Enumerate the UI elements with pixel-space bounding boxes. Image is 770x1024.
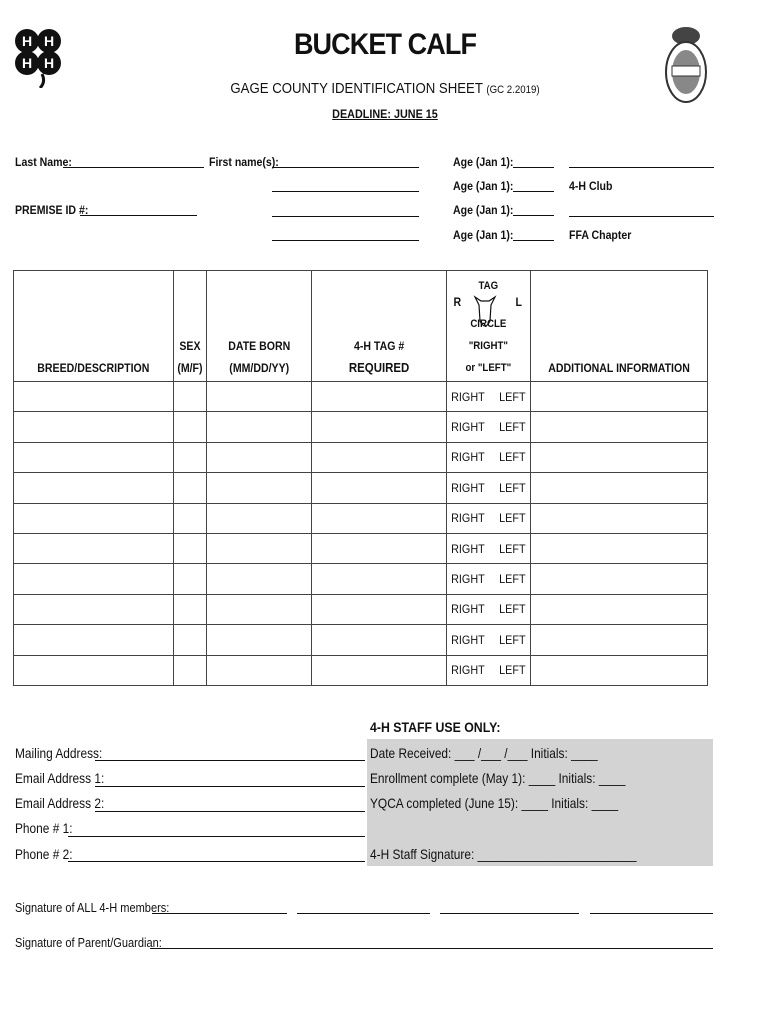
- breed-cell[interactable]: [14, 503, 174, 533]
- breed-cell[interactable]: [14, 412, 174, 442]
- ffa-field[interactable]: [569, 216, 714, 217]
- phone2-field[interactable]: [68, 861, 365, 862]
- age-field-2[interactable]: [513, 191, 554, 192]
- parent-signature-field[interactable]: [150, 948, 713, 949]
- date-born-cell[interactable]: [206, 594, 311, 624]
- sex-cell[interactable]: [173, 533, 206, 563]
- breed-cell[interactable]: [14, 533, 174, 563]
- tag-side-cell: [447, 412, 531, 442]
- tag-side-cell: [447, 533, 531, 563]
- sex-cell[interactable]: [173, 382, 206, 412]
- table-row: [14, 533, 708, 563]
- breed-cell[interactable]: [14, 655, 174, 685]
- left-option[interactable]: LEFT: [499, 632, 526, 647]
- phone1-label: Phone # 1:: [15, 820, 73, 836]
- tag-side-cell: [447, 473, 531, 503]
- left-option[interactable]: LEFT: [499, 511, 526, 526]
- tag-number-cell[interactable]: [311, 594, 446, 624]
- additional-info-cell[interactable]: [530, 625, 707, 655]
- breed-cell[interactable]: [14, 442, 174, 472]
- date-born-cell[interactable]: [206, 564, 311, 594]
- breed-cell[interactable]: [14, 382, 174, 412]
- breed-cell[interactable]: [14, 564, 174, 594]
- mailing-label: Mailing Address:: [15, 745, 103, 761]
- right-option[interactable]: RIGHT: [451, 420, 485, 435]
- tag-number-cell[interactable]: [311, 473, 446, 503]
- tag-l: L: [514, 295, 522, 309]
- header-additional-info: ADDITIONAL INFORMATION: [530, 271, 707, 382]
- staff-signature: 4-H Staff Signature: ________________________: [370, 846, 637, 862]
- table-row: [14, 564, 708, 594]
- first-name-field-2[interactable]: [272, 191, 419, 192]
- member-signature-3[interactable]: [440, 913, 579, 914]
- age-label-4: Age (Jan 1):: [453, 228, 514, 242]
- additional-info-cell[interactable]: [530, 564, 707, 594]
- age-label-3: Age (Jan 1):: [453, 203, 514, 217]
- breed-cell[interactable]: [14, 473, 174, 503]
- first-name-field-3[interactable]: [272, 216, 419, 217]
- table-row: [14, 655, 708, 685]
- date-born-cell[interactable]: [206, 625, 311, 655]
- date-born-cell[interactable]: [206, 533, 311, 563]
- premise-id-label: PREMISE ID #:: [15, 203, 89, 217]
- tag-side-cell: [447, 594, 531, 624]
- right-option[interactable]: RIGHT: [451, 632, 485, 647]
- left-option[interactable]: LEFT: [499, 663, 526, 678]
- tag-number-cell[interactable]: [311, 564, 446, 594]
- table-row: [14, 382, 708, 412]
- right-option[interactable]: RIGHT: [451, 572, 485, 587]
- tag-side-cell: [447, 503, 531, 533]
- additional-info-cell[interactable]: [530, 382, 707, 412]
- age-field-4[interactable]: [513, 240, 554, 241]
- first-name-field-1[interactable]: [272, 167, 419, 168]
- tag-number-cell[interactable]: [311, 625, 446, 655]
- email1-field[interactable]: [95, 786, 365, 787]
- additional-info-cell[interactable]: [530, 594, 707, 624]
- header-tag: 4-H TAG # REQUIRED: [311, 271, 446, 382]
- tag-side-cell: [447, 442, 531, 472]
- additional-info-cell[interactable]: [530, 655, 707, 685]
- ffa-label: FFA Chapter: [569, 228, 632, 242]
- tag-side-cell: [447, 564, 531, 594]
- date-born-cell[interactable]: [206, 473, 311, 503]
- tag-number-cell[interactable]: [311, 533, 446, 563]
- left-option[interactable]: LEFT: [499, 541, 526, 556]
- date-born-cell[interactable]: [206, 382, 311, 412]
- tag-side-cell: [447, 382, 531, 412]
- form-subtitle: [46, 80, 724, 97]
- member-signature-2[interactable]: [297, 913, 430, 914]
- sex-cell[interactable]: [173, 412, 206, 442]
- header-date-born: DATE BORN (MM/DD/YY): [206, 271, 311, 382]
- version-text: (GC 2.2019): [486, 84, 540, 96]
- age-label-1: Age (Jan 1):: [453, 155, 514, 169]
- premise-id-field[interactable]: [80, 215, 197, 216]
- first-name-label: First name(s):: [209, 155, 279, 169]
- email1-label: Email Address 1:: [15, 770, 105, 786]
- svg-text:H: H: [43, 55, 55, 71]
- member-signature-1[interactable]: [152, 913, 287, 914]
- email2-field[interactable]: [95, 811, 365, 812]
- age-label-2: Age (Jan 1):: [453, 179, 514, 193]
- breed-cell[interactable]: [14, 594, 174, 624]
- sex-cell[interactable]: [173, 594, 206, 624]
- tag-number-cell[interactable]: [311, 382, 446, 412]
- age-field-3[interactable]: [513, 215, 554, 216]
- left-option[interactable]: LEFT: [499, 389, 526, 404]
- email2-label: Email Address 2:: [15, 795, 105, 811]
- tag-number-cell[interactable]: [311, 412, 446, 442]
- sex-cell[interactable]: [173, 655, 206, 685]
- additional-info-cell[interactable]: [530, 412, 707, 442]
- tag-label: TAG: [478, 280, 499, 292]
- sex-cell[interactable]: [173, 442, 206, 472]
- right-option[interactable]: RIGHT: [451, 663, 485, 678]
- left-option[interactable]: LEFT: [499, 602, 526, 617]
- deadline: DEADLINE: JUNE 15: [332, 107, 438, 121]
- date-born-cell[interactable]: [206, 503, 311, 533]
- svg-text:H: H: [21, 33, 33, 49]
- sex-cell[interactable]: [173, 564, 206, 594]
- breed-cell[interactable]: [14, 625, 174, 655]
- additional-info-cell[interactable]: [530, 503, 707, 533]
- svg-text:H: H: [43, 33, 55, 49]
- date-born-cell[interactable]: [206, 442, 311, 472]
- table-row: [14, 412, 708, 442]
- subtitle-text: GAGE COUNTY IDENTIFICATION SHEET: [230, 80, 483, 97]
- age-field-1[interactable]: [513, 167, 554, 168]
- right-option[interactable]: RIGHT: [451, 511, 485, 526]
- header-breed: BREED/DESCRIPTION: [14, 271, 174, 382]
- svg-text:H: H: [21, 55, 33, 71]
- left-option[interactable]: LEFT: [499, 450, 526, 465]
- tag-side-cell: [447, 655, 531, 685]
- sex-cell[interactable]: [173, 625, 206, 655]
- header-tag-side: TAG R L CIRCLE "RIGHT" or "LEFT": [447, 271, 531, 382]
- additional-info-cell[interactable]: [530, 473, 707, 503]
- left-option[interactable]: LEFT: [499, 572, 526, 587]
- club-field[interactable]: [569, 167, 714, 168]
- header-sex: SEX (M/F): [173, 271, 206, 382]
- additional-info-cell[interactable]: [530, 442, 707, 472]
- tag-number-cell[interactable]: [311, 442, 446, 472]
- right-option[interactable]: RIGHT: [451, 602, 485, 617]
- phone1-field[interactable]: [68, 836, 365, 837]
- left-option[interactable]: LEFT: [499, 420, 526, 435]
- last-name-field[interactable]: [63, 167, 204, 168]
- right-option[interactable]: RIGHT: [451, 541, 485, 556]
- club-label: 4-H Club: [569, 179, 613, 193]
- table-header: [14, 271, 708, 382]
- tag-side-cell: [447, 625, 531, 655]
- animal-table: [13, 270, 708, 686]
- tag-number-cell[interactable]: [311, 503, 446, 533]
- tag-r: R: [453, 295, 462, 309]
- additional-info-cell[interactable]: [530, 533, 707, 563]
- yqca-completed: YQCA completed (June 15): ____ Initials: ____: [370, 795, 619, 811]
- table-row: [14, 594, 708, 624]
- left-option[interactable]: LEFT: [499, 480, 526, 495]
- date-born-cell[interactable]: [206, 655, 311, 685]
- sex-cell[interactable]: [173, 473, 206, 503]
- sex-cell[interactable]: [173, 503, 206, 533]
- right-option[interactable]: RIGHT: [451, 389, 485, 404]
- staff-heading: 4-H STAFF USE ONLY:: [370, 719, 501, 735]
- parent-signature-label: Signature of Parent/Guardian:: [15, 935, 162, 950]
- last-name-label: Last Name:: [15, 155, 72, 169]
- tag-number-cell[interactable]: [311, 655, 446, 685]
- date-born-cell[interactable]: [206, 412, 311, 442]
- date-received: Date Received: ___ /___ /___ Initials: ____: [370, 745, 598, 761]
- table-row: [14, 503, 708, 533]
- form-title: BUCKET CALF: [293, 28, 477, 61]
- phone2-label: Phone # 2:: [15, 846, 73, 862]
- members-signature-label: Signature of ALL 4-H members:: [15, 900, 170, 915]
- table-row: [14, 473, 708, 503]
- table-row: [14, 625, 708, 655]
- first-name-field-4[interactable]: [272, 240, 419, 241]
- mailing-field[interactable]: [95, 760, 365, 761]
- member-signature-4[interactable]: [590, 913, 713, 914]
- table-row: [14, 442, 708, 472]
- right-option[interactable]: RIGHT: [451, 450, 485, 465]
- enrollment-complete: Enrollment complete (May 1): ____ Initials: ____: [370, 770, 626, 786]
- right-option[interactable]: RIGHT: [451, 480, 485, 495]
